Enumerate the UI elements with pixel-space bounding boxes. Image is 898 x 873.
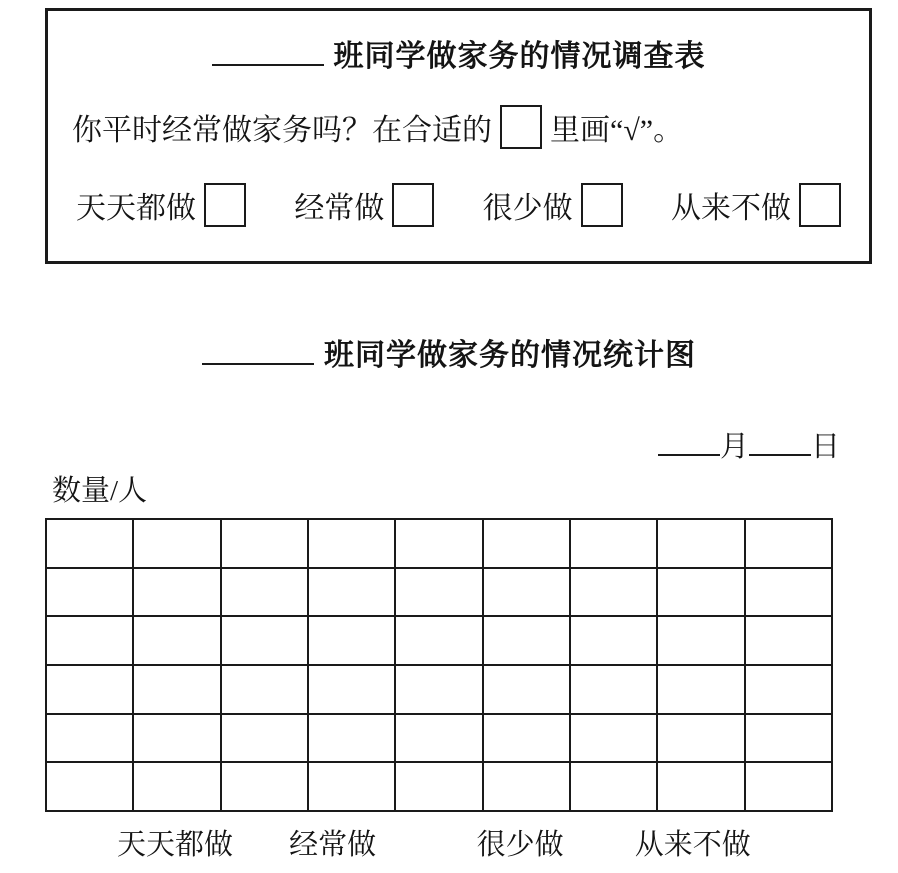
grid-cell[interactable]	[46, 714, 133, 763]
grid-cell[interactable]	[657, 568, 744, 617]
x-label-never: 从来不做	[634, 829, 751, 861]
chart-title: 班同学做家务的情况统计图	[324, 339, 696, 372]
grid-cell[interactable]	[221, 616, 308, 665]
grid-cell[interactable]	[745, 665, 832, 714]
date-row	[0, 424, 898, 465]
grid-cell[interactable]	[395, 714, 482, 763]
survey-box	[45, 8, 872, 264]
x-axis-labels	[45, 822, 833, 862]
x-label-rarely: 很少做	[476, 829, 564, 861]
grid-cell[interactable]	[308, 616, 395, 665]
option-often	[294, 183, 434, 227]
grid-cell[interactable]	[395, 568, 482, 617]
grid-cell[interactable]	[570, 714, 657, 763]
grid-cell[interactable]	[483, 762, 570, 811]
grid-cell[interactable]	[483, 665, 570, 714]
grid-cell[interactable]	[133, 665, 220, 714]
grid-cell[interactable]	[46, 665, 133, 714]
grid-cell[interactable]	[745, 714, 832, 763]
grid-cell[interactable]	[657, 762, 744, 811]
grid-cell[interactable]	[483, 714, 570, 763]
class-name-blank[interactable]	[212, 34, 324, 66]
example-checkbox[interactable]	[500, 105, 542, 149]
grid-cell[interactable]	[308, 762, 395, 811]
grid-cell[interactable]	[221, 762, 308, 811]
grid-cell[interactable]	[133, 616, 220, 665]
grid-cell[interactable]	[308, 665, 395, 714]
grid-cell[interactable]	[570, 616, 657, 665]
grid-cell[interactable]	[483, 616, 570, 665]
grid-cell[interactable]	[570, 762, 657, 811]
chart-title-row	[0, 330, 898, 374]
x-label-every-day: 天天都做	[117, 829, 234, 861]
grid-cell[interactable]	[221, 665, 308, 714]
chart-grid[interactable]	[45, 518, 833, 812]
grid-cell[interactable]	[46, 519, 133, 568]
grid-cell[interactable]	[395, 519, 482, 568]
grid-cell[interactable]	[221, 568, 308, 617]
grid-cell[interactable]	[657, 714, 744, 763]
survey-title-row	[48, 31, 869, 75]
option-label: 经常做	[294, 192, 385, 225]
option-checkbox-every-day[interactable]	[204, 183, 246, 227]
option-checkbox-often[interactable]	[392, 183, 434, 227]
grid-cell[interactable]	[570, 519, 657, 568]
grid-cell[interactable]	[570, 665, 657, 714]
day-label: 日	[810, 431, 840, 463]
grid-cell[interactable]	[46, 616, 133, 665]
grid-cell[interactable]	[46, 568, 133, 617]
grid-cell[interactable]	[657, 665, 744, 714]
grid-cell[interactable]	[133, 762, 220, 811]
grid-cell[interactable]	[221, 714, 308, 763]
option-checkbox-rarely[interactable]	[581, 183, 623, 227]
grid-cell[interactable]	[308, 519, 395, 568]
option-label: 从来不做	[670, 192, 791, 225]
grid-cell[interactable]	[395, 665, 482, 714]
month-blank[interactable]	[658, 425, 720, 456]
option-every-day	[76, 183, 246, 227]
grid-cell[interactable]	[745, 616, 832, 665]
grid-cell[interactable]	[483, 568, 570, 617]
grid-cell[interactable]	[483, 519, 570, 568]
survey-question	[48, 105, 869, 149]
question-suffix: 里画“√”。	[550, 114, 684, 147]
grid-cell[interactable]	[133, 519, 220, 568]
grid-cell[interactable]	[308, 568, 395, 617]
month-label: 月	[719, 431, 749, 463]
option-checkbox-never[interactable]	[799, 183, 841, 227]
grid-cell[interactable]	[745, 762, 832, 811]
grid-cell[interactable]	[221, 519, 308, 568]
grid-cell[interactable]	[133, 714, 220, 763]
question-prefix: 你平时经常做家务吗？在合适的	[72, 114, 492, 147]
option-label: 很少做	[482, 192, 573, 225]
survey-options-row	[48, 183, 869, 227]
grid-cell[interactable]	[570, 568, 657, 617]
option-label: 天天都做	[76, 192, 196, 225]
survey-title: 班同学做家务的情况调查表	[333, 40, 706, 73]
grid-cell[interactable]	[308, 714, 395, 763]
grid-cell[interactable]	[745, 519, 832, 568]
day-blank[interactable]	[749, 425, 811, 456]
x-label-often: 经常做	[289, 829, 377, 861]
grid-cell[interactable]	[395, 762, 482, 811]
chart-class-name-blank[interactable]	[202, 333, 314, 365]
grid-cell[interactable]	[657, 616, 744, 665]
grid-cell[interactable]	[133, 568, 220, 617]
grid-cell[interactable]	[395, 616, 482, 665]
grid-cell[interactable]	[657, 519, 744, 568]
y-axis-label: 数量/人	[52, 475, 148, 507]
grid-cell[interactable]	[745, 568, 832, 617]
option-never	[671, 183, 841, 227]
grid-cell[interactable]	[46, 762, 133, 811]
option-rarely	[483, 183, 623, 227]
